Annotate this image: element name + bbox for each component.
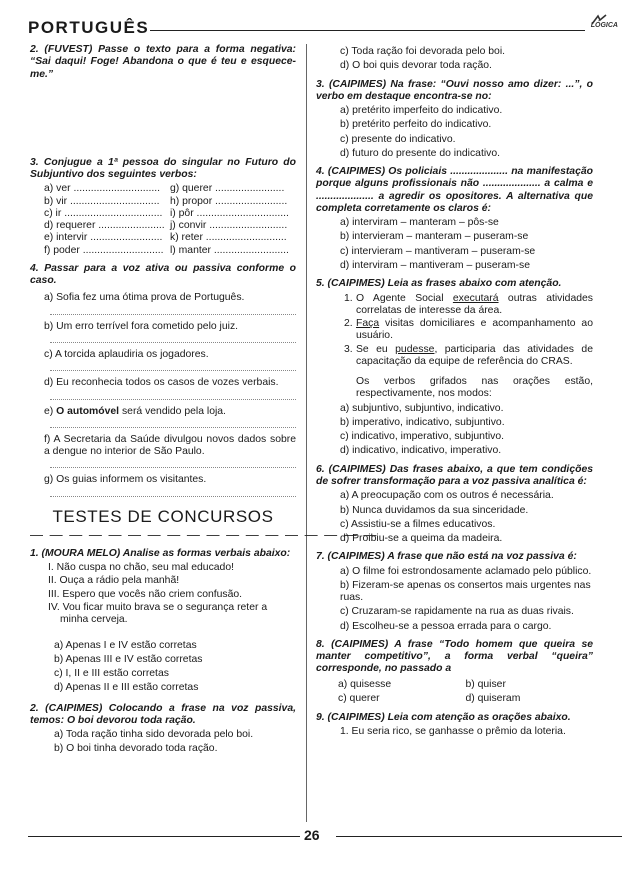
test-4-prompt: 4. (CAIPIMES) Os policiais .................... na manifestação porque alguns profissionais não .................... a calma e .................... a agredir os opositores. A alternativa que completa corretamente os claros é: — [316, 166, 593, 214]
question-stem: Os verbos grifados nas orações estão, respectivamente, nos modos: — [356, 376, 593, 400]
answer-option[interactable]: a) subjuntivo, subjuntivo, indicativo. — [340, 402, 504, 414]
logo-text: LÓGICA — [590, 22, 618, 29]
answer-option[interactable]: c) I, II e III estão corretas — [54, 668, 169, 680]
test-5-prompt: 5. (CAIPIMES) Leia as frases abaixo com atenção. — [316, 278, 562, 290]
test-9-prompt: 9. (CAIPIMES) Leia com atenção as orações abaixo. — [316, 712, 571, 724]
sentence-text: visitas domiciliares e acompanhamento ao usuário. — [356, 318, 593, 342]
page-footer — [28, 826, 622, 846]
answer-option[interactable]: b) Nunca duvidamos da sua sinceridade. — [340, 504, 529, 516]
verb-list — [30, 183, 296, 257]
answer-option[interactable]: d) futuro do presente do indicativo. — [340, 147, 500, 159]
answer-option[interactable]: c) indicativo, imperativo, subjuntivo. — [340, 431, 505, 443]
answer-option[interactable]: d) O boi quis devorar toda ração. — [340, 60, 492, 72]
answer-option[interactable]: c) Toda ração foi devorada pelo boi. — [340, 46, 506, 57]
exercise-item-g: g) Os guias informem os visitantes. — [44, 474, 207, 486]
answer-option[interactable]: c) Assistiu-se a filmes educativos. — [340, 518, 496, 530]
exercise-item-c: c) A torcida aplaudiria os jogadores. — [44, 348, 209, 360]
question-2-prompt: 2. (FUVEST) Passe o texto para a forma negativa: “Sai daqui! Foge! Abandona o que é teu e esquece-me.” — [30, 44, 296, 80]
sentence-text: O Agente Social — [356, 292, 453, 304]
answer-option[interactable]: c) presente do indicativo. — [340, 133, 456, 145]
answer-option[interactable]: a) A preocupação com os outros é necessária. — [340, 490, 554, 502]
verb-item: f) poder ............................ — [44, 244, 164, 256]
question-3-prompt: 3. Conjugue a 1ª pessoa do singular no Futuro do Subjuntivo dos seguintes verbos: — [30, 156, 296, 181]
answer-option[interactable]: d) Escolheu-se a pessoa errada para o cargo. — [340, 620, 552, 632]
publisher-logo — [591, 22, 618, 29]
verb-item: j) convir ........................... — [170, 220, 288, 232]
footer-rule — [336, 836, 622, 837]
exercise-item-b: b) Um erro terrível fora cometido pelo juiz. — [44, 320, 239, 332]
answer-line[interactable] — [50, 306, 296, 315]
answer-option[interactable]: b) Fizeram-se apenas os consertos mais urgentes nas ruas. — [340, 579, 591, 604]
answer-line[interactable] — [50, 391, 296, 400]
answer-option[interactable]: d) Apenas II e III estão corretas — [54, 682, 199, 694]
verb-item: e) intervir ......................... — [44, 232, 163, 244]
verb-item: g) querer ........................ — [170, 183, 285, 195]
verb-item: i) pôr ................................ — [170, 207, 289, 219]
answer-option[interactable]: c) Cruzaram-se rapidamente na rua as duas rivais. — [340, 606, 574, 618]
test-8-prompt: 8. (CAIPIMES) A frase “Todo homem que queira se manter competitivo”, a forma verbal “queira” corresponde, no passado a — [316, 638, 593, 675]
test-1-prompt: 1. (MOURA MELO) Analise as formas verbais abaixo: — [30, 547, 291, 559]
underlined-verb: Faça — [356, 318, 380, 330]
answer-option[interactable]: b) intervieram – manteram – puseram-se — [340, 231, 529, 243]
subject-title: PORTUGUÊS — [28, 18, 150, 37]
page-header — [28, 18, 622, 42]
sentence-item: 1. Eu seria rico, se ganhasse o prêmio da loteria. — [340, 726, 566, 738]
question-4-prompt: 4. Passar para a voz ativa ou passiva conforme o caso. — [30, 262, 296, 287]
answer-line[interactable] — [50, 334, 296, 343]
answer-options-grid — [316, 678, 593, 707]
answer-space — [30, 83, 296, 157]
answer-option[interactable]: d) indicativo, indicativo, imperativo. — [340, 445, 502, 457]
underlined-verb: pudesse — [395, 343, 435, 355]
exercise-item-e — [30, 406, 296, 418]
header-rule — [150, 30, 585, 31]
sentence-text: , participaria das atividades de capacitação da equipe de referência do CRAS. — [356, 343, 593, 367]
verb-item: a) ver .............................. — [44, 183, 161, 195]
answer-option[interactable]: c) intervieram – mantiveram – puseram-se — [340, 245, 536, 257]
answer-option[interactable]: a) interviram – manteram – pôs-se — [340, 217, 499, 229]
item-number: 3. — [344, 343, 353, 355]
answer-option[interactable]: b) Apenas III e IV estão corretas — [54, 653, 203, 665]
item-label: e) — [44, 405, 57, 417]
section-title: TESTES DE CONCURSOS — [52, 506, 274, 526]
column-divider — [306, 44, 307, 822]
sentence-item — [316, 344, 593, 369]
answer-option[interactable]: b) quiser — [465, 678, 506, 690]
bold-subject: O automóvel — [56, 405, 120, 417]
verb-item: b) vir ............................... — [44, 195, 160, 207]
verb-item: h) propor ......................... — [170, 195, 288, 207]
verb-item: d) requerer ....................... — [44, 220, 165, 232]
test-7-prompt: 7. (CAIPIMES) A frase que não está na voz passiva é: — [316, 551, 577, 563]
answer-line[interactable] — [50, 459, 296, 468]
test-2-prompt: 2. (CAIPIMES) Colocando a frase na voz passiva, temos: O boi devorou toda ração. — [30, 702, 296, 726]
answer-option[interactable]: b) pretérito perfeito do indicativo. — [340, 119, 492, 131]
right-column — [316, 44, 593, 741]
verb-item: k) reter ............................ — [170, 232, 287, 244]
exercise-item-d: d) Eu reconhecia todos os casos de vozes verbais. — [44, 377, 279, 389]
item-number: 2. — [344, 318, 353, 330]
sentence-item — [316, 318, 593, 343]
item-number: 1. — [344, 292, 353, 304]
exercise-item-f: f) A Secretaria da Saúde divulgou novos dados sobre a dengue no interior de São Paulo. — [44, 433, 296, 458]
sentence-text: outras atividades correlatas de interesse da área. — [356, 292, 593, 316]
verb-item: c) ir .................................. — [44, 207, 163, 219]
answer-option[interactable]: a) Apenas I e IV estão corretas — [54, 639, 197, 651]
answer-line[interactable] — [50, 488, 296, 497]
exercise-item-a: a) Sofia fez uma ótima prova de Português. — [44, 292, 245, 304]
answer-option[interactable]: a) quisesse — [338, 678, 392, 690]
statement-item: IV. Vou ficar muito brava se o segurança reter a minha cerveja. — [48, 602, 268, 626]
item-text: será vendido pela loja. — [119, 405, 226, 417]
underlined-verb: executará — [452, 292, 499, 304]
answer-option[interactable]: a) O filme foi estrondosamente aclamado pelo público. — [340, 565, 592, 577]
answer-option[interactable]: a) pretérito imperfeito do indicativo. — [340, 105, 503, 117]
answer-option[interactable]: c) querer — [338, 692, 380, 704]
page-number: 26 — [304, 827, 320, 843]
answer-line[interactable] — [50, 362, 296, 371]
answer-line[interactable] — [50, 419, 296, 428]
logo-mark-icon — [590, 14, 608, 26]
dashed-separator: — — — — — — — — — — — — — — — — — — — [30, 526, 378, 542]
statement-item: I. Não cuspa no chão, seu mal educado! — [48, 562, 234, 574]
answer-option[interactable]: b) O boi tinha devorado toda ração. — [54, 743, 218, 755]
statement-item: III. Espero que vocês não criem confusão. — [48, 588, 243, 600]
verb-item: l) manter .......................... — [170, 244, 289, 256]
test-3-prompt: 3. (CAIPIMES) Na frase: “Ouvi nosso amo dizer: ...”, o verbo em destaque encontra-se no: — [316, 78, 593, 102]
answer-option[interactable]: b) imperativo, indicativo, subjuntivo. — [340, 416, 505, 428]
answer-option[interactable]: d) quiseram — [465, 692, 521, 704]
sentence-item — [316, 293, 593, 318]
sentence-text: Se eu — [356, 343, 396, 355]
footer-rule — [28, 836, 300, 837]
statement-item: II. Ouça a rádio pela manhã! — [48, 575, 180, 587]
test-6-prompt: 6. (CAIPIMES) Das frases abaixo, a que tem condições de sofrer transformação para a voz passiva analítica é: — [316, 463, 593, 487]
answer-option[interactable]: a) Toda ração tinha sido devorada pelo boi. — [54, 729, 254, 741]
answer-option[interactable]: d) Proibiu-se a queima da madeira. — [340, 533, 503, 545]
answer-option[interactable]: d) interviram – mantiveram – puseram-se — [340, 259, 530, 271]
